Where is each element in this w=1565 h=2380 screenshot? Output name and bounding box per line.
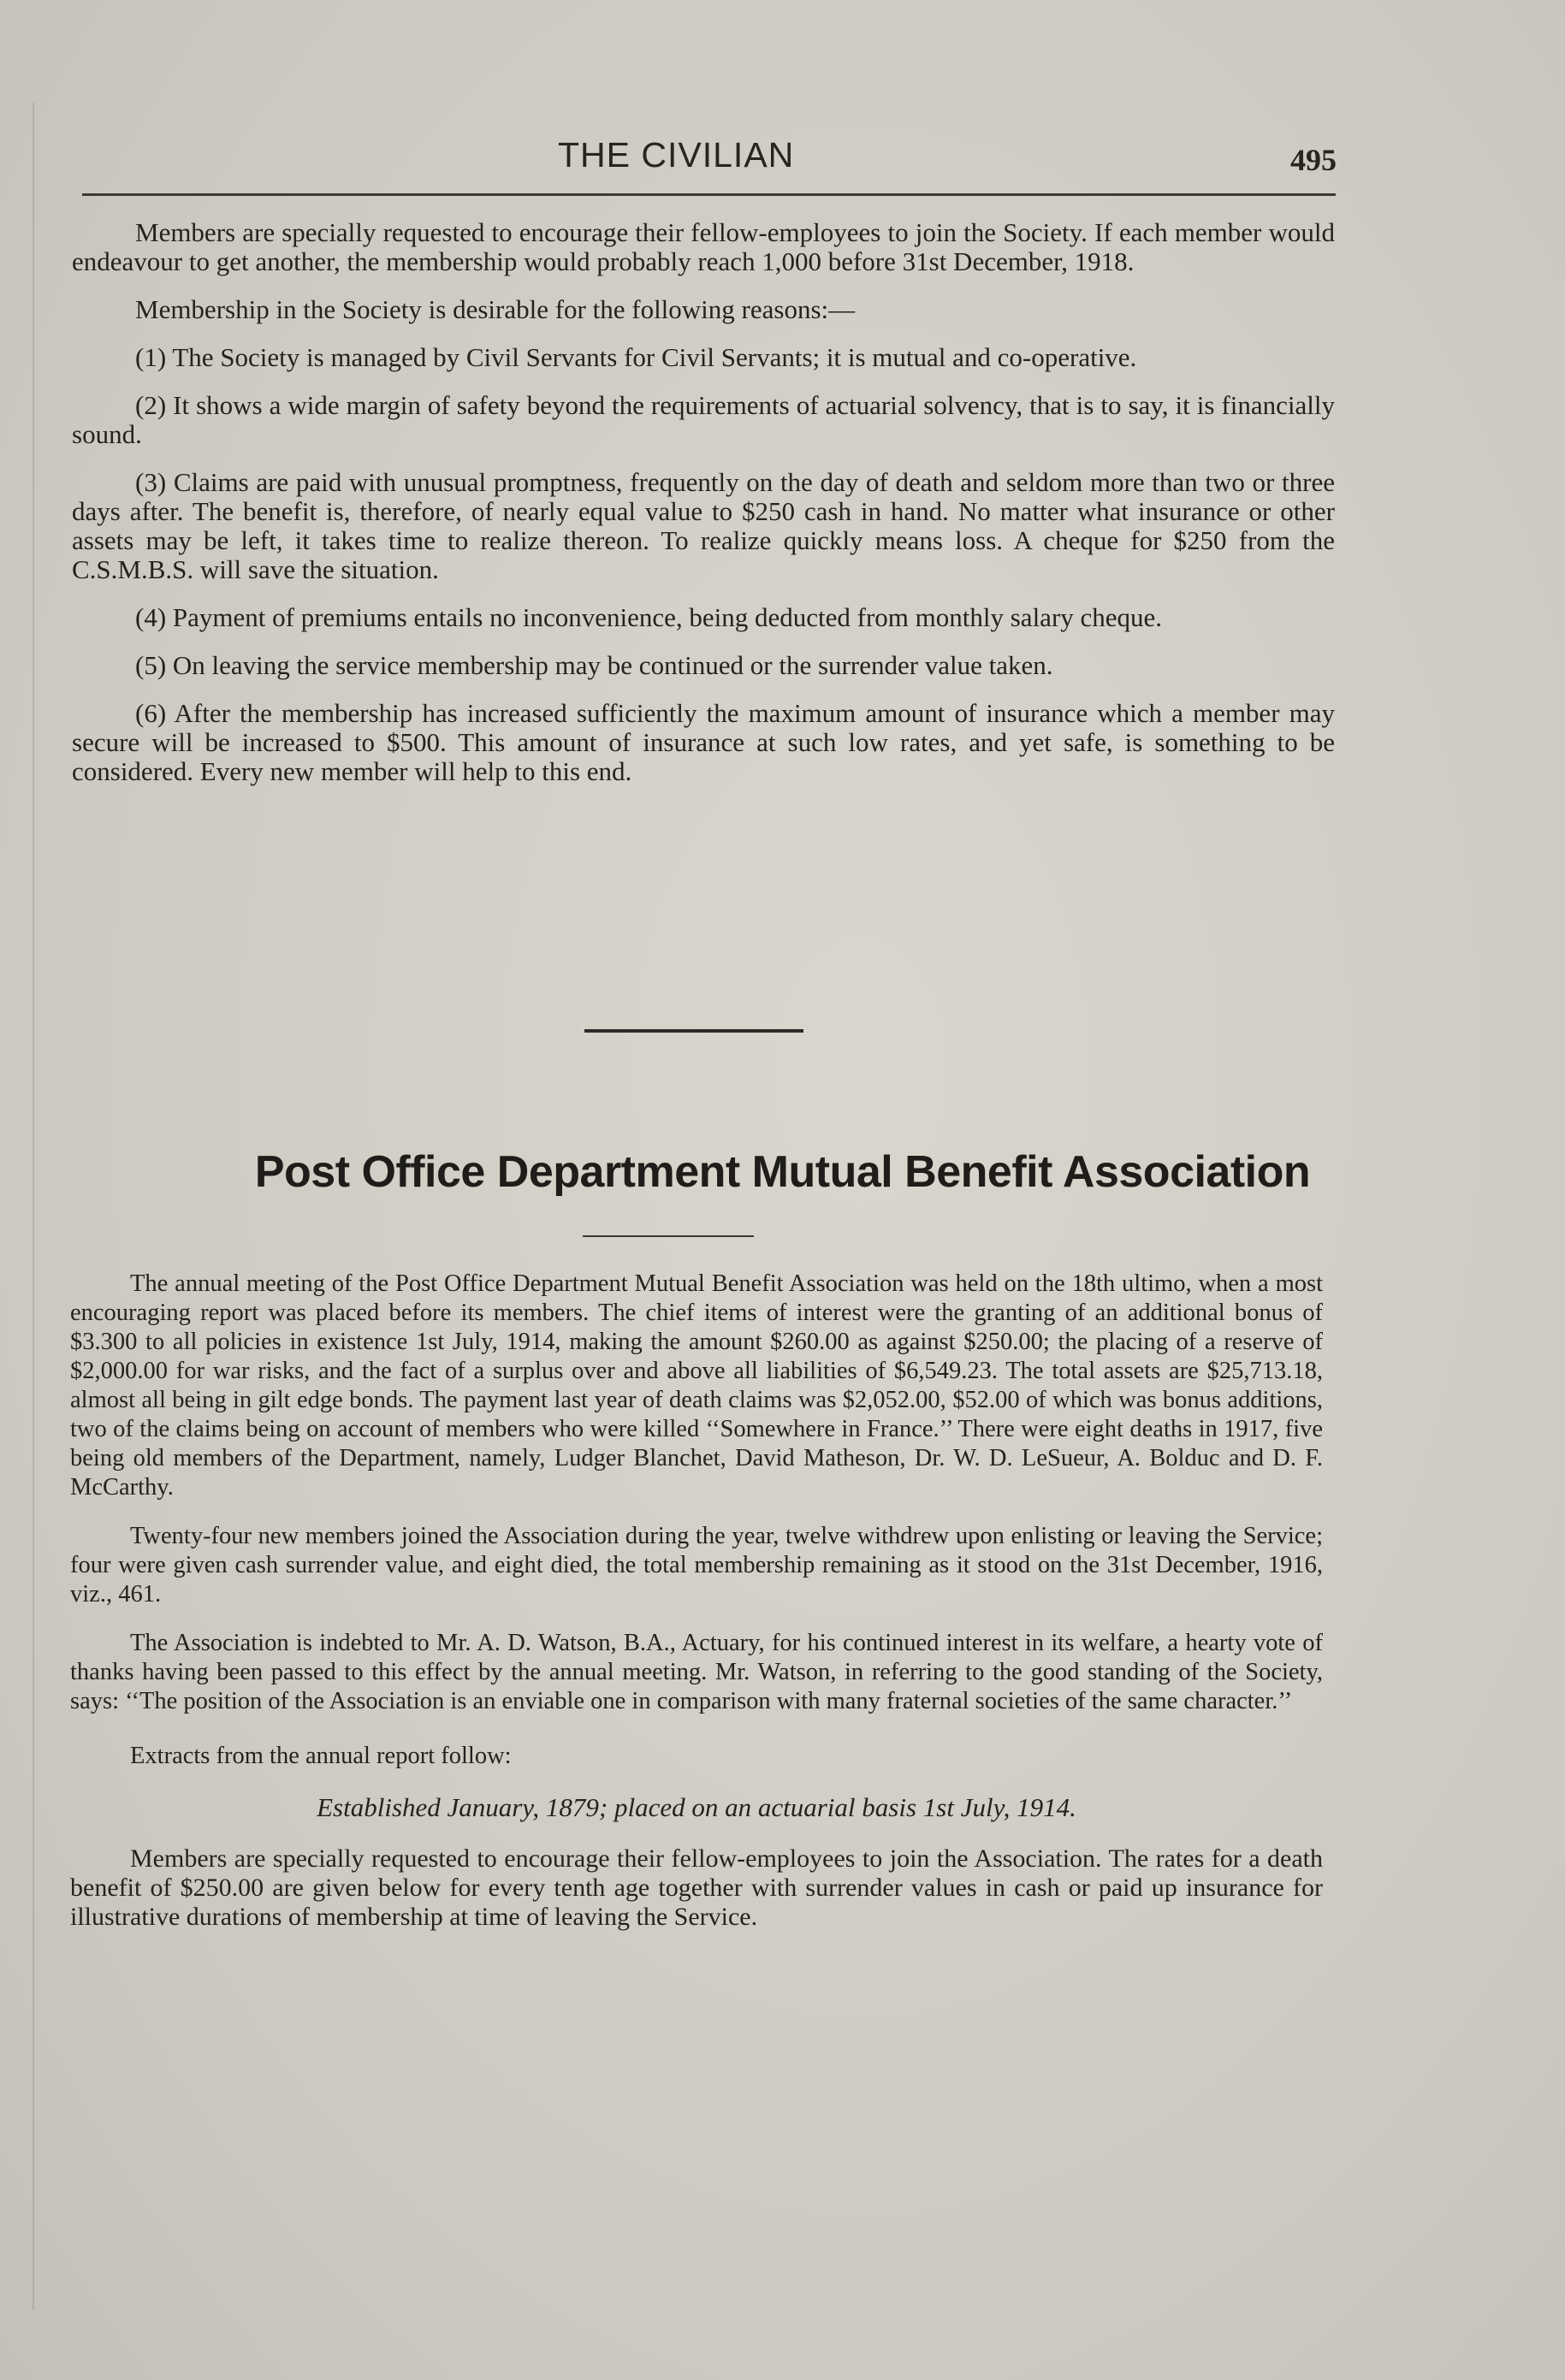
- paragraph: Members are specially requested to encourage their fellow-employees to join the Society. If each member would endeavour to get another, the membership would probably reach 1,000 before 31st December, 1918.: [72, 217, 1335, 276]
- title-underline-rule: [583, 1235, 754, 1237]
- established-line: Established January, 1879; placed on an actuarial basis 1st July, 1914.: [317, 1792, 1076, 1822]
- header-rule: [82, 193, 1336, 196]
- article-title: Post Office Department Mutual Benefit Association: [254, 1147, 1311, 1197]
- page-number: 495: [1290, 143, 1337, 177]
- reason-item: (4) Payment of premiums entails no inconvenience, being deducted from monthly salary cheque.: [135, 602, 1163, 632]
- page-header: [79, 135, 1337, 178]
- page-gutter-shadow: [33, 103, 34, 2310]
- section-divider: [584, 1029, 803, 1033]
- article-body: [70, 1270, 1323, 1951]
- reason-item: (1) The Society is managed by Civil Servants for Civil Servants; it is mutual and co-operative.: [135, 342, 1137, 372]
- paragraph: Twenty-four new members joined the Association during the year, twelve withdrew upon enlisting or leaving the Service; four were given cash surrender value, and eight died, the total membership remaining as it stood on the 31st December, 1916, viz., 461.: [70, 1523, 1323, 1607]
- extracts-intro: Extracts from the annual report follow:: [130, 1743, 512, 1769]
- society-membership-section: [72, 218, 1335, 805]
- reason-item: (3) Claims are paid with unusual promptness, frequently on the day of death and seldom more than two or three days after. The benefit is, therefore, of nearly equal value to $250 cash in hand. No matter what insurance or other assets may be left, it takes time to realize thereon. To realize quickly means loss. A cheque for $250 from the C.S.M.B.S. will save the situation.: [72, 467, 1335, 584]
- paragraph: Membership in the Society is desirable for the following reasons:—: [135, 294, 856, 324]
- reason-item: (5) On leaving the service membership may be continued or the surrender value taken.: [135, 650, 1053, 680]
- reason-item: (6) After the membership has increased sufficiently the maximum amount of insurance which a member may secure will be increased to $500. This amount of insurance at such low rates, and yet safe, is something to be considered. Every new member will help to this end.: [72, 698, 1335, 786]
- paragraph: The Association is indebted to Mr. A. D. Watson, B.A., Actuary, for his continued interest in its welfare, a hearty vote of thanks having been passed to this effect by the annual meeting. Mr. Watson, in referring to the good standing of the Society, says: ‘‘The position of the Association is an enviable one in comparison with many fraternal societies of the same character.’’: [70, 1630, 1323, 1714]
- paragraph: The annual meeting of the Post Office Department Mutual Benefit Association was held on the 18th ultimo, when a most encouraging report was placed before its members. The chief items of interest were the granting of an additional bonus of $3.300 to all policies in existence 1st July, 1914, making the amount $260.00 as against $250.00; the placing of a reserve of $2,000.00 for war risks, and the fact of a surplus over and above all liabilities of $6,549.23. The total assets are $25,713.18, almost all being in gilt edge bonds. The payment last year of death claims was $2,052.00, $52.00 of which was bonus additions, two of the claims being on account of members who were killed ‘‘Somewhere in France.’’ There were eight deaths in 1917, five being old members of the Department, namely, Ludger Blanchet, David Matheson, Dr. W. D. LeSueur, A. Bolduc and D. F. McCarthy.: [70, 1270, 1323, 1501]
- running-title: THE CIVILIAN: [558, 135, 795, 175]
- reason-item: (2) It shows a wide margin of safety beyond the requirements of actuarial solvency, that is to say, it is financially sound.: [72, 390, 1335, 449]
- paragraph: Members are specially requested to encourage their fellow-employees to join the Association. The rates for a death benefit of $250.00 are given below for every tenth age together with surrender values in cash or paid up insurance for illustrative durations of membership at time of leaving the Service.: [70, 1844, 1323, 1931]
